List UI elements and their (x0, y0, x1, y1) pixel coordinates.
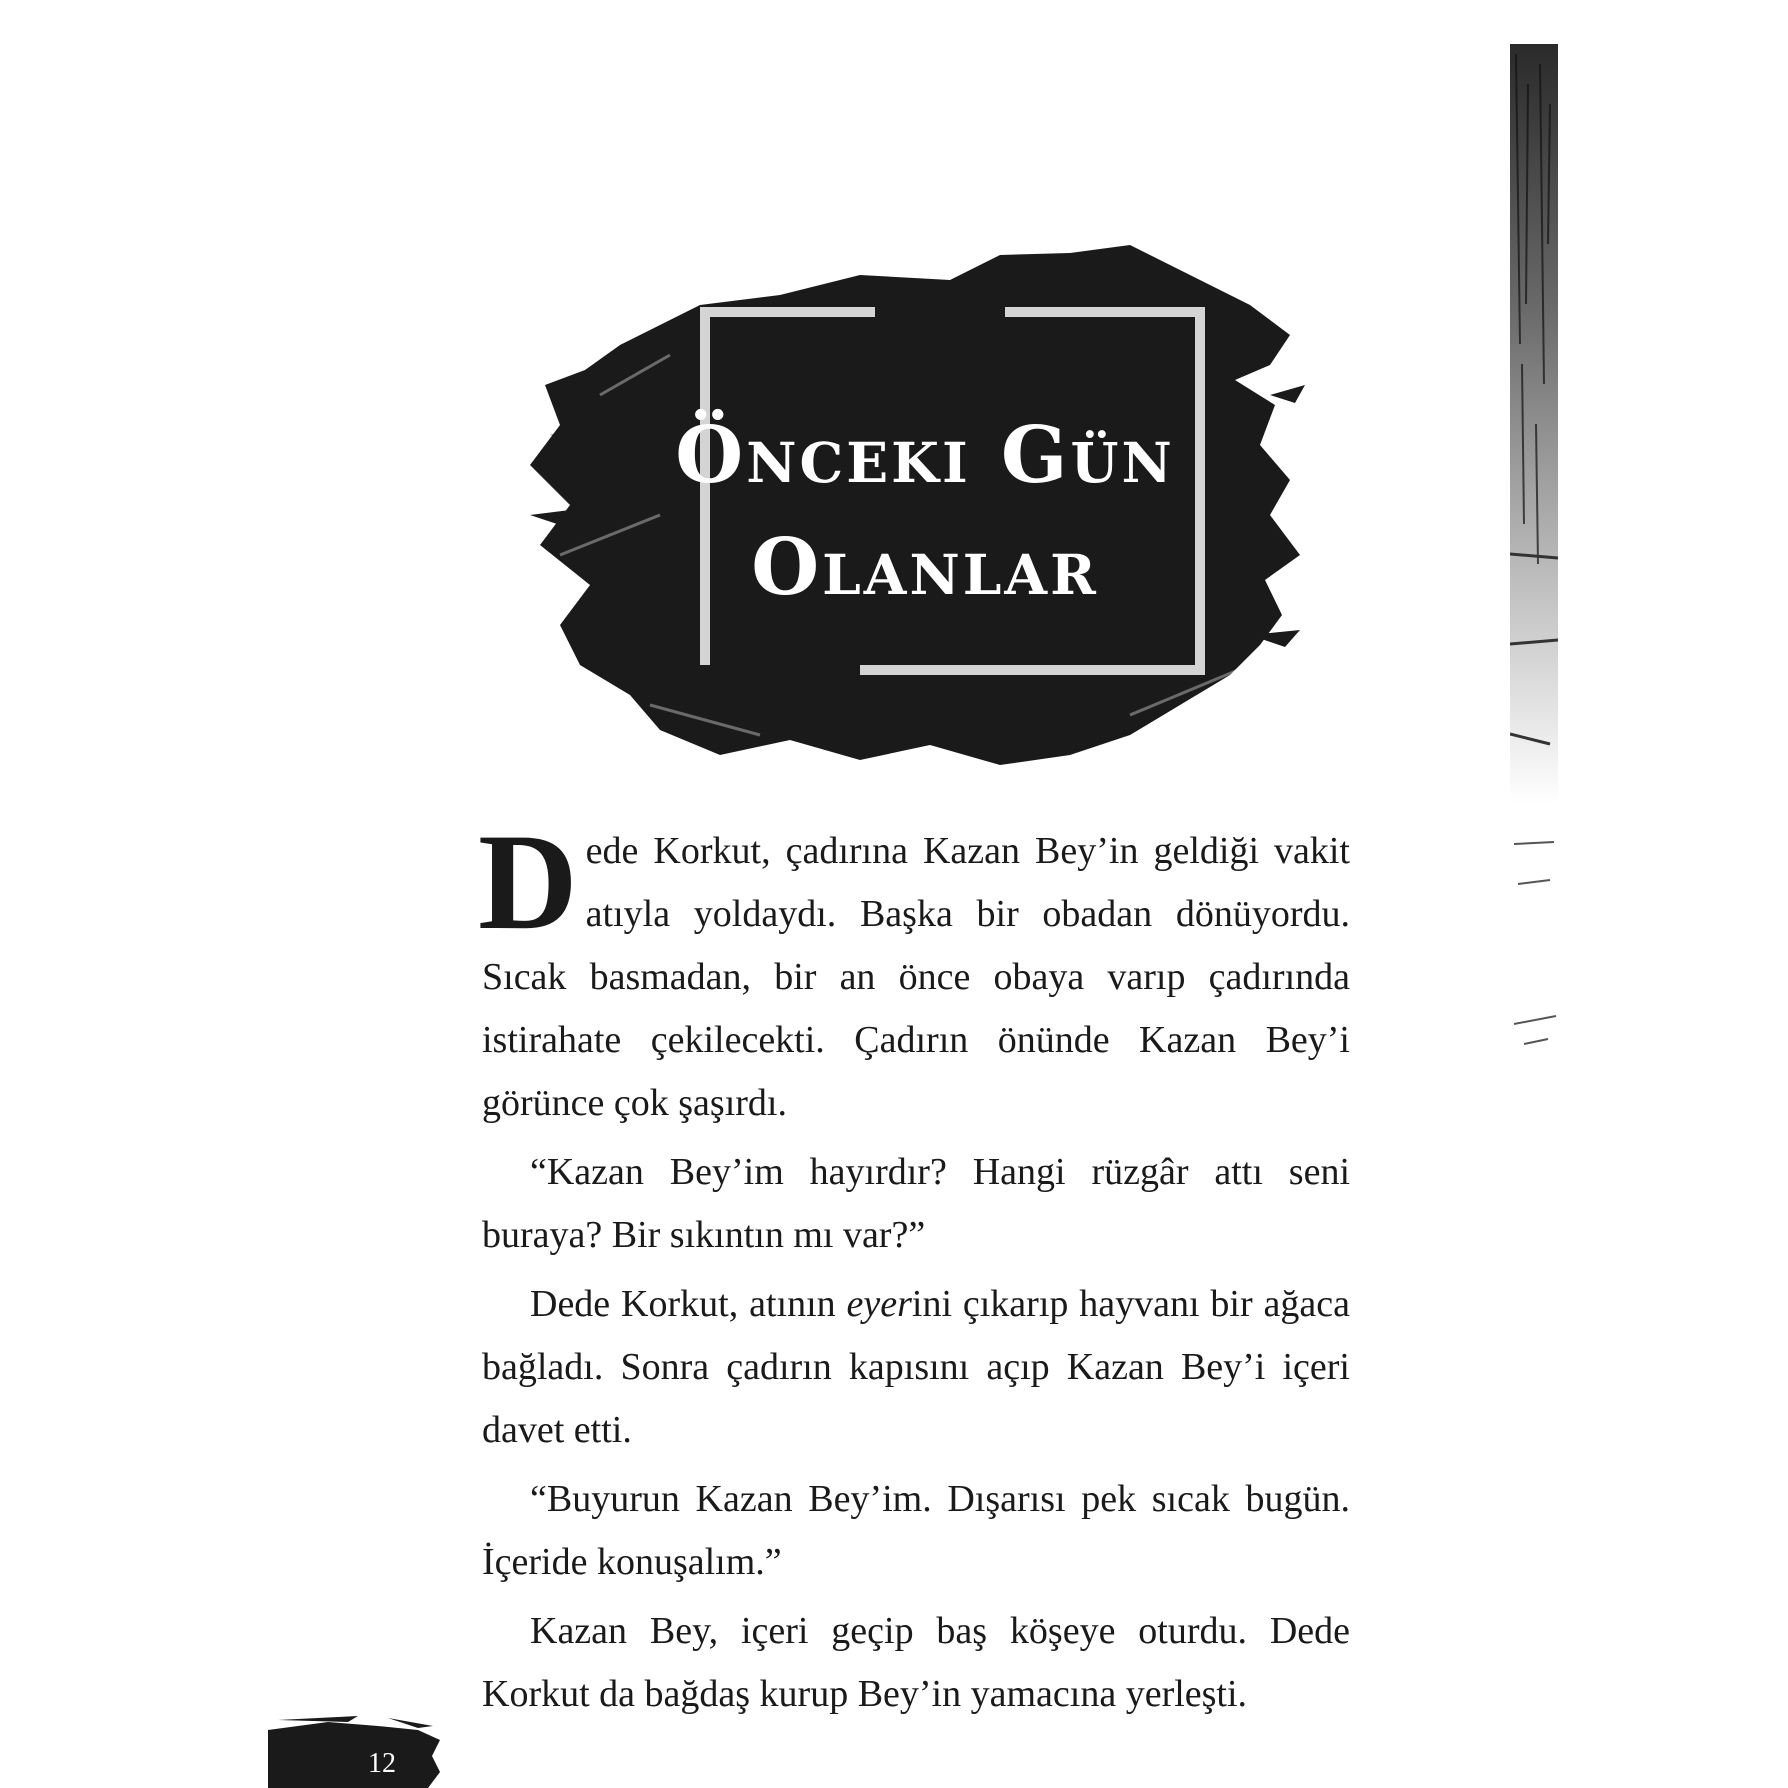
chapter-title (620, 400, 1230, 624)
page-number: 12 (368, 1748, 396, 1779)
drop-cap: D (478, 805, 578, 958)
chapter-body (478, 805, 1350, 1732)
paragraph-5: Kazan Bey, içeri geçip baş köşeye oturdu. Dede Korkut da bağdaş kurup Bey’in yamacına yerleşti. (482, 1610, 1350, 1715)
paragraph-3-italic-word: eyer (846, 1283, 912, 1325)
chapter-title-line-2: Olanlar (751, 522, 1099, 613)
paragraph-3-text-b: ini çıkarıp hayvanı bir ağaca bağladı. Sonra çadırın kapısını açıp Kazan Bey’i içeri davet etti. (482, 1283, 1350, 1451)
paragraph-2: “Kazan Bey’im hayırdır? Hangi rüzgâr attı seni buraya? Bir sıkıntın mı var?” (482, 1151, 1350, 1256)
folio-brush-mark (268, 1716, 440, 1788)
paragraph-4: “Buyurun Kazan Bey’im. Dışarısı pek sıcak bugün. İçeride konuşalım.” (482, 1478, 1350, 1583)
page-folio (268, 1716, 440, 1788)
chapter-title-banner (530, 235, 1310, 775)
edge-illustration-strip (1510, 44, 1558, 1056)
paragraph-1-text: ede Korkut, çadırına Kazan Bey’in geldiği vakit atıyla yoldaydı. Başka bir obadan dönüyordu. Sıcak basmadan, bir an önce obaya varıp çadırında istirahate çekilecekti. Çadırın önünde Kazan Bey’i görünce çok şaşırdı. (482, 830, 1350, 1124)
paragraph-3 (482, 1273, 1350, 1462)
paragraph-1 (478, 805, 1350, 1135)
paragraph-3-text-a: Dede Korkut, atının (530, 1283, 847, 1325)
chapter-title-line-1: Önceki Gün (675, 410, 1175, 501)
